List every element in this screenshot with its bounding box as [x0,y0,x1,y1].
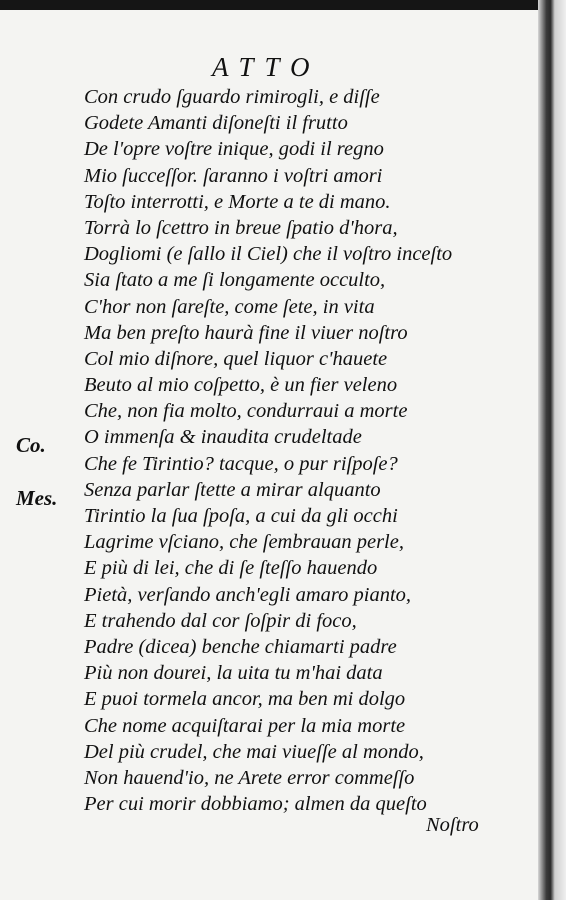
verse-line: E trahendo dal cor ſoſpir di foco, [84,609,357,632]
verse-line: Dogliomi (e ſallo il Ciel) che il voſtro inceſto [84,243,453,266]
verse-line: Mio ſucceſſor. ſaranno i voſtri amori [84,164,383,187]
verse-line: De l'opre voſtre inique, godi il regno [84,138,384,161]
verse-line: Ma ben preſto haurà fine il viuer noſtro [84,321,408,344]
speaker-label-mes: Mes. [16,486,58,510]
verse-line: E più di lei, che di ſe ſteſſo hauendo [84,557,378,580]
verse-text [84,84,504,817]
verse-line: Per cui morir dobbiamo; almen da queſto [84,793,427,816]
verse-line: Col mio diſnore, quel liquor c'hauete [84,347,388,370]
verse-line: E puoi tormela ancor, ma ben mi dolgo [84,688,406,711]
verse-line: C'hor non ſareſte, come ſete, in vita [84,295,375,318]
verse-line: Senza parlar ſtette a mirar alquanto [84,478,381,501]
verse-line: Non hauend'io, ne Arete error commeſſo [84,766,415,789]
speaker-label-co: Co. [16,433,46,457]
verse-line: Sia ſtato a me ſi longamente occulto, [84,269,386,292]
verse-line: Lagrime vſciano, che ſembrauan perle, [84,531,404,554]
verse-line: Che fe Tirintio? tacque, o pur riſpoſe? [84,452,398,475]
verse-line: Che, non fia molto, condurraui a morte [84,400,408,423]
verse-line: Del più crudel, che mai viueſſe al mondo, [84,740,424,763]
verse-line: Toſto interrotti, e Morte a te di mano. [84,190,391,213]
verse-line: Torrà lo ſcettro in breue ſpatio d'hora, [84,216,398,239]
verse-line: Più non dourei, la uita tu m'hai data [84,662,383,685]
verse-line: O immenſa & inaudita crudeltade [84,426,362,449]
catchword: Noſtro [426,814,479,836]
verse-line: Pietà, verſando anch'egli amaro pianto, [84,583,412,606]
running-head: ATTO [212,52,321,82]
verse-line: Con crudo ſguardo rimirogli, e diſſe [84,86,380,108]
page-top-edge [0,0,566,10]
verse-line: Beuto al mio coſpetto, è un fier veleno [84,374,398,397]
verse-line: Padre (dicea) benche chiamarti padre [84,635,397,658]
verse-line: Che nome acquiſtarai per la mia morte [84,714,406,737]
verse-line: Godete Amanti diſoneſti il frutto [84,112,348,135]
verse-line: Tirintio la ſua ſpoſa, a cui da gli occhi [84,505,398,527]
binding-gutter [538,0,566,900]
